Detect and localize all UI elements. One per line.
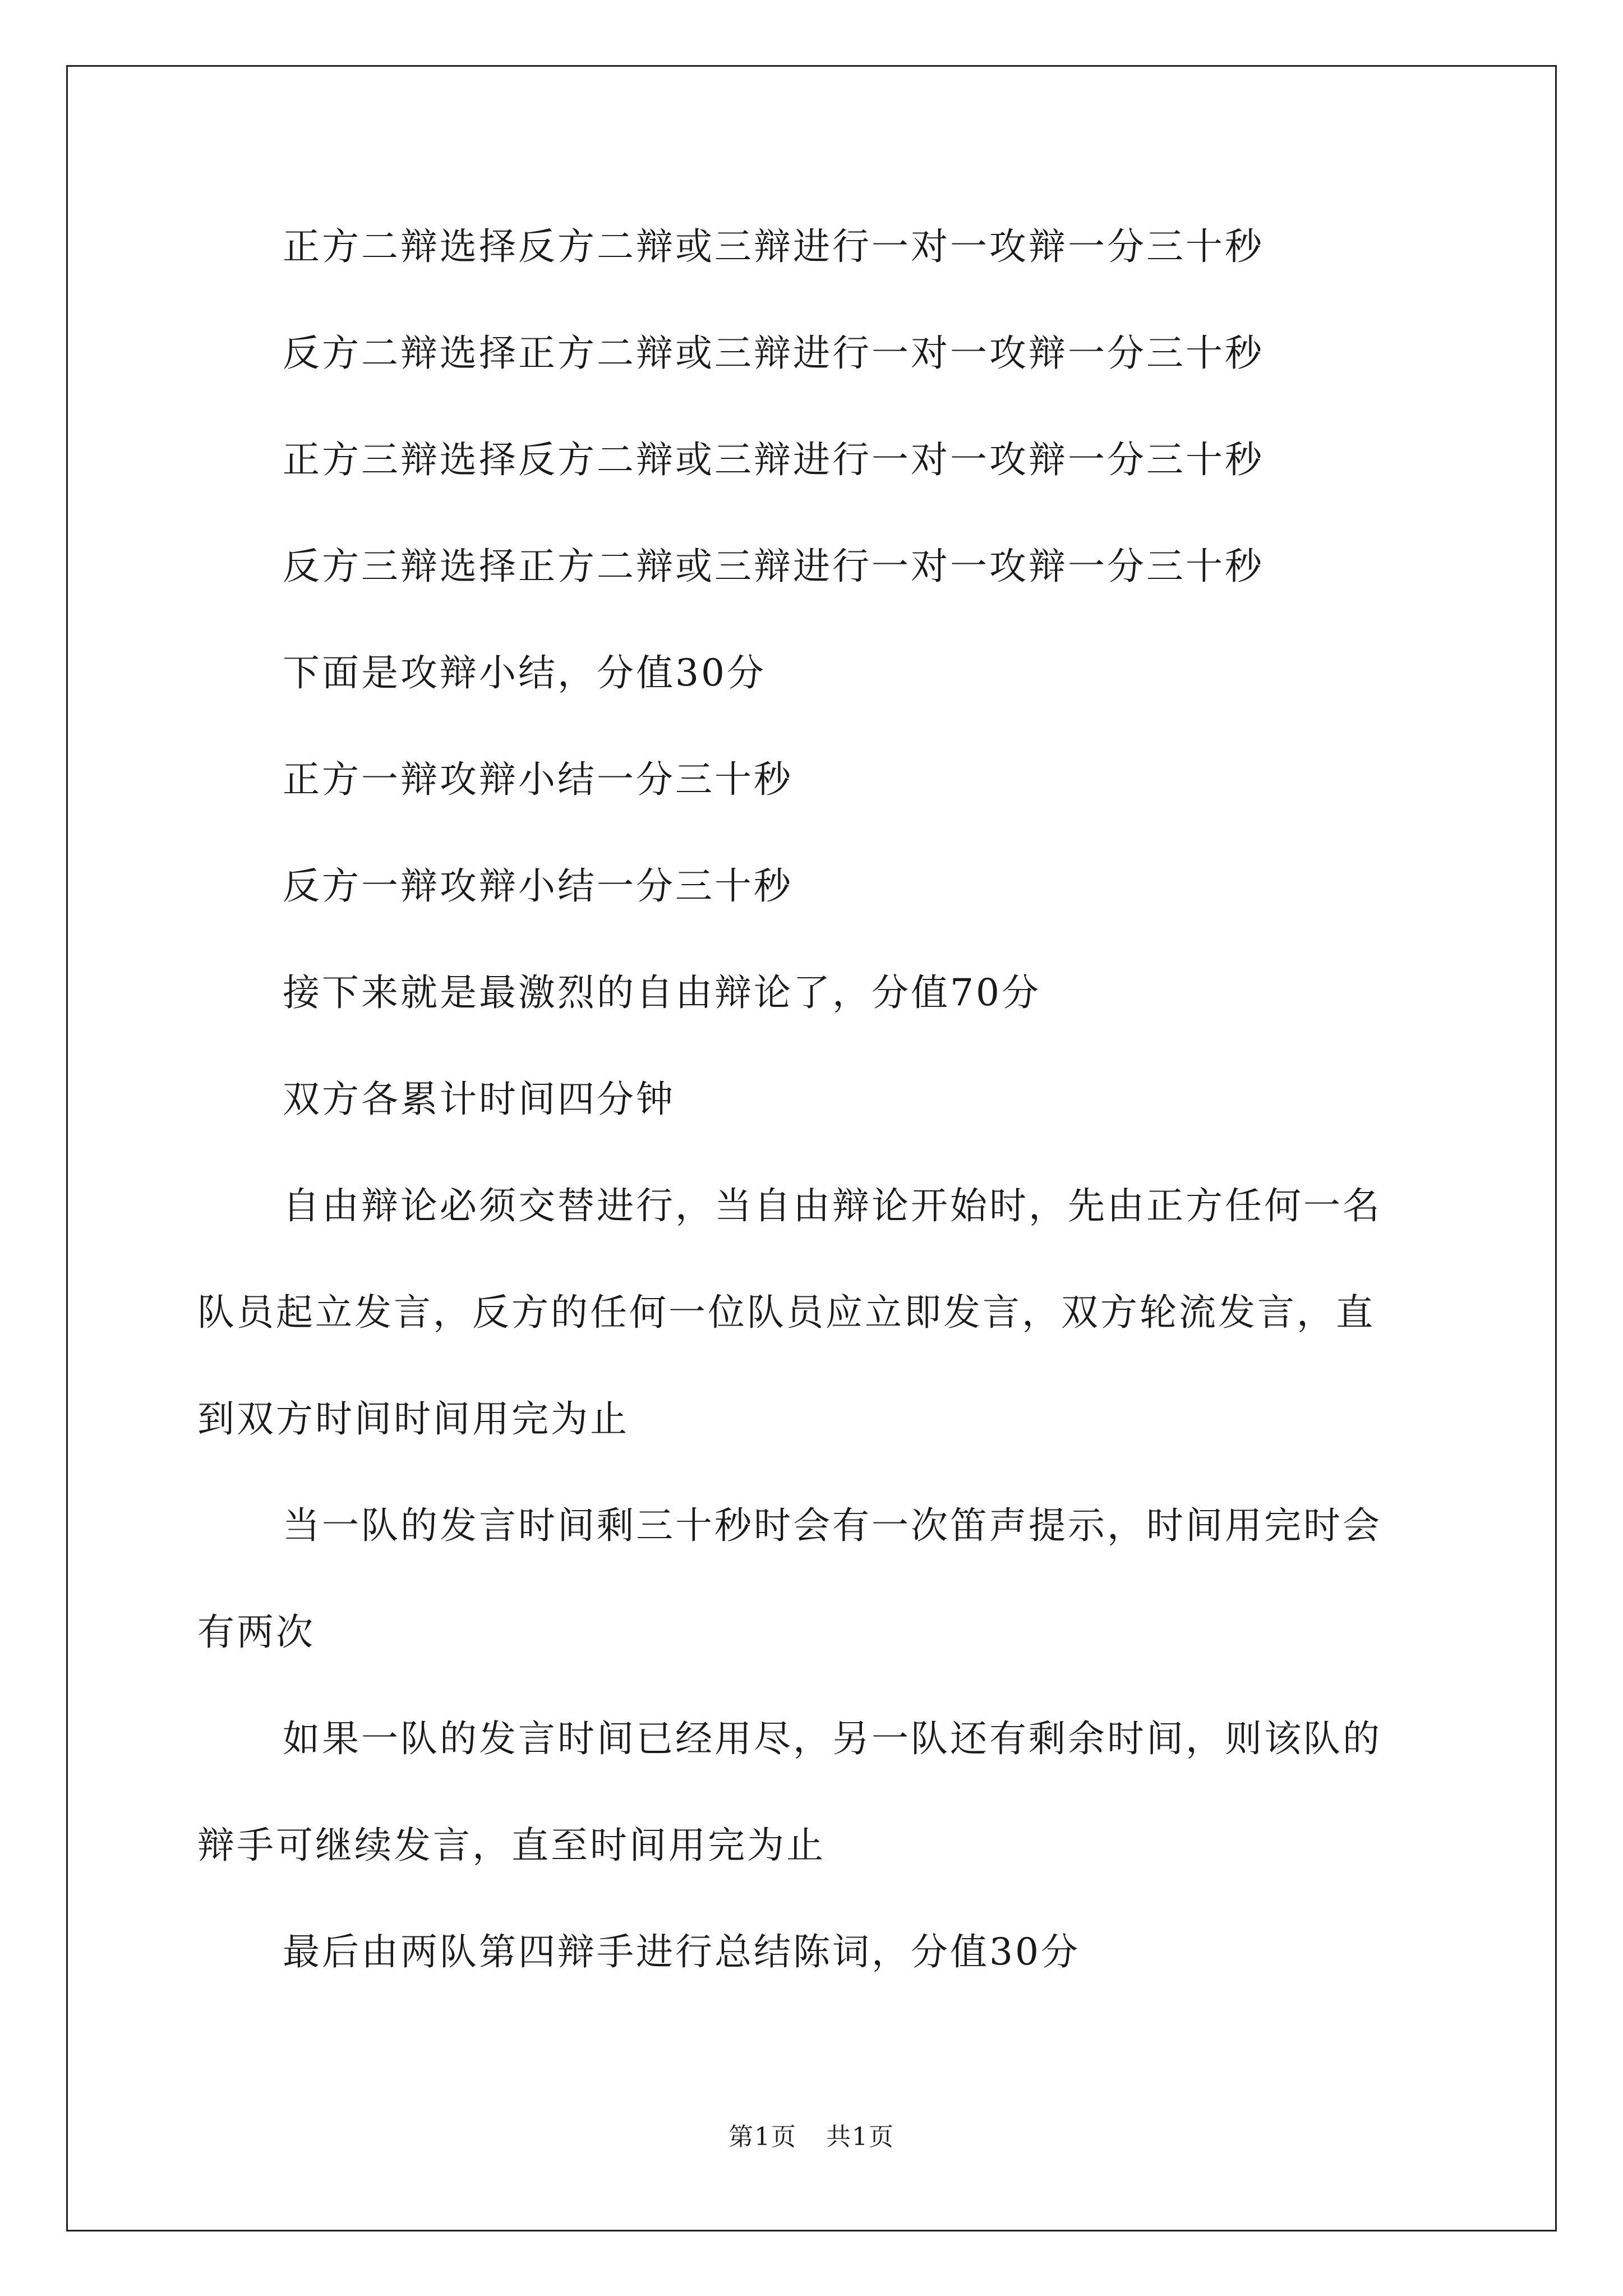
text-line: 自由辩论必须交替进行，当自由辩论开始时，先由正方任何一名 (283, 1184, 1382, 1227)
page-total: 共1页 (826, 2123, 895, 2151)
page-number: 第1页 (728, 2123, 797, 2151)
text-line: 下面是攻辩小结，分值30分 (283, 651, 766, 694)
text-line: 如果一队的发言时间已经用尽，另一队还有剩余时间，则该队的 (283, 1717, 1382, 1760)
text-line: 反方一辩攻辩小结一分三十秒 (283, 864, 793, 908)
text-line: 正方二辩选择反方二辩或三辩进行一对一攻辩一分三十秒 (283, 225, 1264, 268)
text-line: 反方二辩选择正方二辩或三辩进行一对一攻辩一分三十秒 (283, 332, 1264, 375)
text-line: 辩手可继续发言，直至时间用完为止 (197, 1824, 826, 1867)
page-border (66, 65, 1557, 2231)
text-line: 接下来就是最激烈的自由辩论了，分值70分 (283, 971, 1041, 1014)
page-footer (0, 2122, 1623, 2153)
text-line: 有两次 (197, 1611, 315, 1654)
text-line: 双方各累计时间四分钟 (283, 1078, 675, 1121)
text-line: 正方三辩选择反方二辩或三辩进行一对一攻辩一分三十秒 (283, 438, 1264, 481)
text-line: 最后由两队第四辩手进行总结陈词，分值30分 (283, 1930, 1080, 1973)
text-line: 反方三辩选择正方二辩或三辩进行一对一攻辩一分三十秒 (283, 545, 1264, 588)
text-line: 队员起立发言，反方的任何一位队员应立即发言，双方轮流发言，直 (197, 1291, 1375, 1334)
text-line: 正方一辩攻辩小结一分三十秒 (283, 758, 793, 801)
text-line: 到双方时间时间用完为止 (197, 1397, 629, 1441)
text-line: 当一队的发言时间剩三十秒时会有一次笛声提示，时间用完时会 (283, 1504, 1382, 1547)
